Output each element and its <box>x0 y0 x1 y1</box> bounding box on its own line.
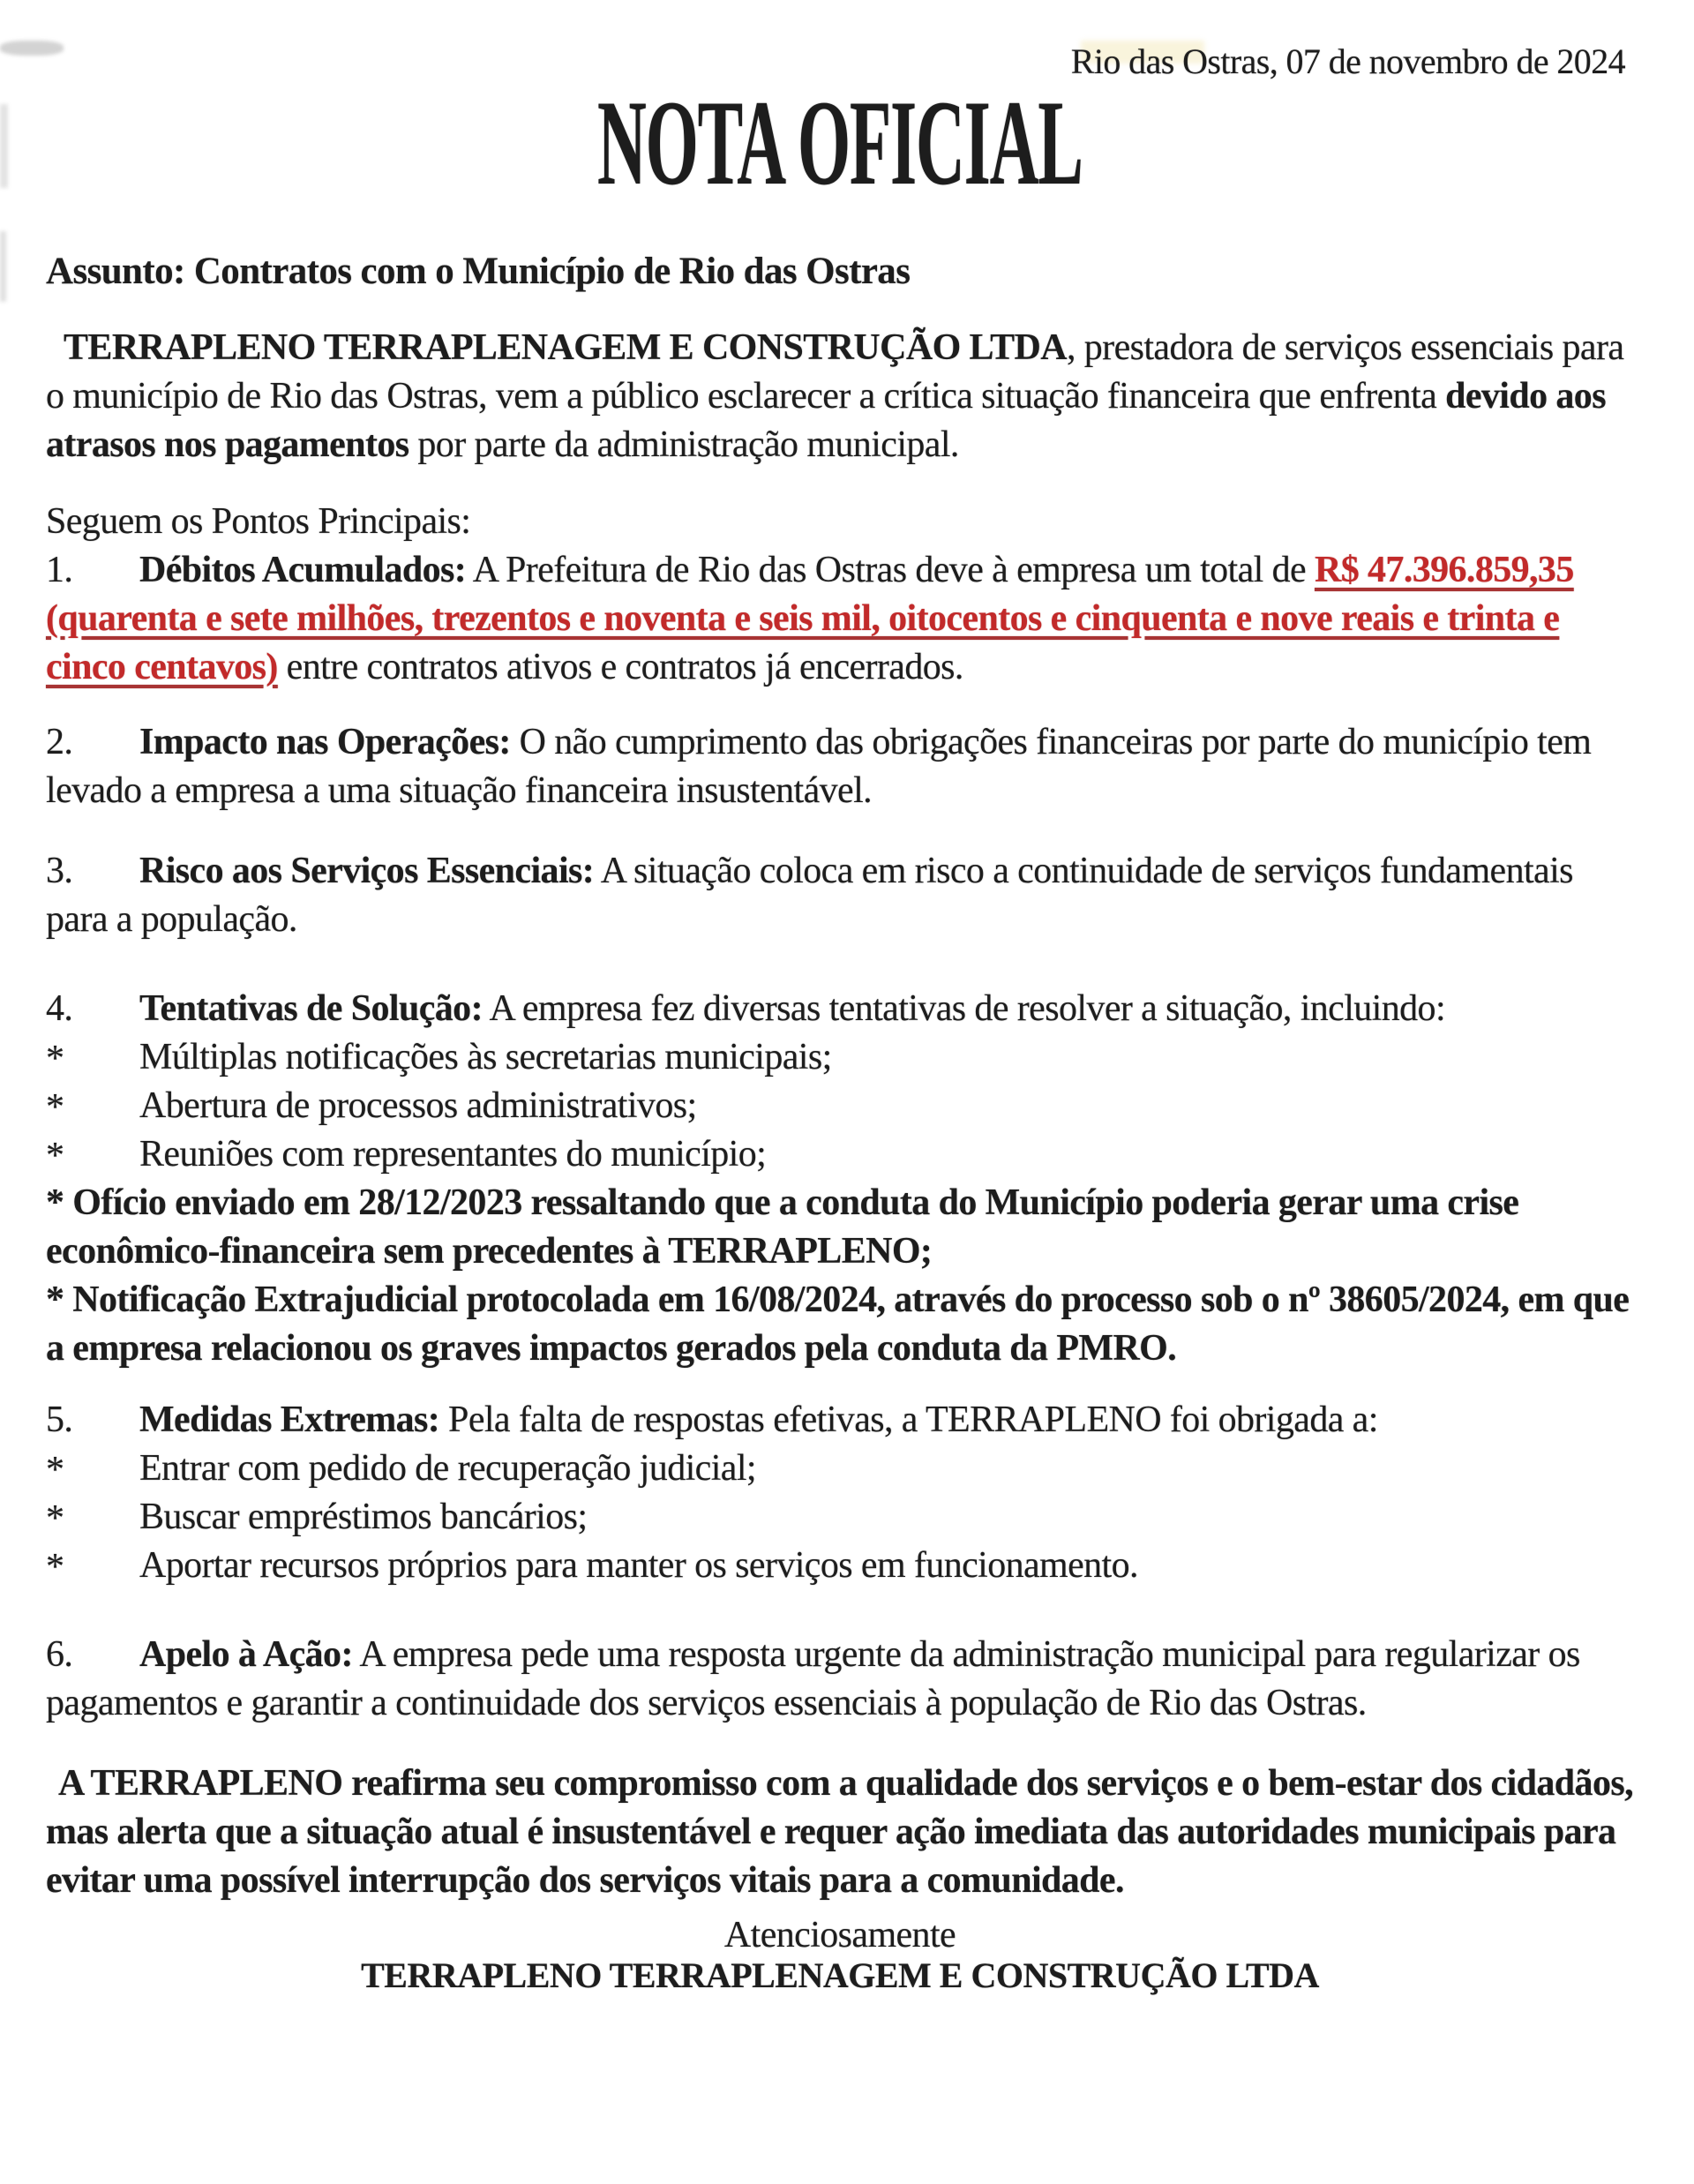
signature-company-name: TERRAPLENO TERRAPLENAGEM E CONSTRUÇÃO LTDA <box>361 1955 1319 1995</box>
bullet-text: Aportar recursos próprios para manter os serviços em funcionamento. <box>139 1545 1138 1586</box>
bullet-text: Buscar empréstimos bancários; <box>139 1497 588 1537</box>
item-text: A Prefeitura de Rio das Ostras deve à empresa um total de <box>466 550 1315 590</box>
closing-paragraph: A TERRAPLENO reafirma seu compromisso com a qualidade dos serviços e o bem-estar dos cidadãos, mas alerta que a situação atual é insustentável e requer ação imediata das autoridades municipais para evitar uma possível interrupção dos serviços vitais para a comunidade. <box>46 1763 1633 1901</box>
intro-tail: por parte da administração municipal. <box>409 424 959 465</box>
title-wrap <box>46 75 1634 238</box>
bullet-marker: * <box>46 1087 64 1128</box>
item-heading: Apelo à Ação: <box>139 1634 353 1675</box>
item-text: A situação coloca em risco a continuidade de serviços fundamentais para a população. <box>46 851 1573 940</box>
bullet-text: Múltiplas notificações às secretarias municipais; <box>139 1037 832 1077</box>
numbered-item-4 <box>46 985 1634 1033</box>
bullet-item <box>46 1493 1634 1542</box>
item-text: Pela falta de respostas efetivas, a TERRAPLENO foi obrigada a: <box>439 1400 1378 1440</box>
numbered-item-1 <box>46 546 1634 692</box>
company-name: TERRAPLENO TERRAPLENAGEM E CONSTRUÇÃO LTDA <box>64 327 1067 368</box>
item-heading: Débitos Acumulados: <box>139 550 467 590</box>
clipped-signature-line <box>46 1955 1634 1995</box>
item-heading: Risco aos Serviços Essenciais: <box>139 851 595 891</box>
bullet-item <box>46 1082 1634 1130</box>
bullet-text: Reuniões com representantes do município; <box>139 1134 767 1175</box>
page-title: NOTA OFICIAL <box>597 75 1083 210</box>
bullet-marker: * <box>46 1547 64 1587</box>
numbered-item-2 <box>46 718 1634 815</box>
bullet-item <box>46 1542 1634 1590</box>
date-line: Rio das Ostras, 07 de novembro de 2024 <box>1070 41 1625 81</box>
item-heading: Tentativas de Solução: <box>139 988 483 1029</box>
item-number: 4. <box>46 988 73 1029</box>
subject-line: Assunto: Contratos com o Município de Rio das Ostras <box>46 251 911 292</box>
bullet-text: Entrar com pedido de recuperação judicial; <box>139 1448 756 1489</box>
item-heading: Medidas Extremas: <box>139 1400 440 1440</box>
scan-artifact-streak <box>0 104 8 188</box>
bullet-text: Abertura de processos administrativos; <box>139 1085 697 1126</box>
debt-amount-highlight: R$ 47.396.859,35 (quarenta e sete milhões, trezentos e noventa e seis mil, oitocentos e cinquenta e nove reais e trinta e cinco centavos) <box>46 550 1574 687</box>
bullet-marker: * <box>46 1136 64 1176</box>
bold-note-oficio: * Ofício enviado em 28/12/2023 ressaltando que a conduta do Município poderia gerar uma crise econômico-financeira sem precedentes à TERRAPLENO; <box>46 1182 1519 1272</box>
intro-text: , prestadora de serviços essenciais para o município de Rio das Ostras, vem a público esclarecer a crítica situação financeira que enfrenta <box>46 327 1624 417</box>
signoff-line: Atenciosamente <box>723 1915 956 1955</box>
points-intro-line: Seguem os Pontos Principais: <box>46 501 471 542</box>
bullet-item <box>46 1445 1634 1493</box>
bullet-item <box>46 1130 1634 1179</box>
bold-note-notificacao: * Notificação Extrajudicial protocolada em 16/08/2024, através do processo sob o nº 38605/2024, em que a empresa relacionou os graves impactos gerados pela conduta da PMRO. <box>46 1280 1630 1369</box>
item-heading: Impacto nas Operações: <box>139 722 511 762</box>
numbered-item-6 <box>46 1631 1634 1728</box>
item-text: O não cumprimento das obrigações financeiras por parte do município tem levado a empresa a uma situação financeira insustentável. <box>46 722 1592 811</box>
item-number: 3. <box>46 851 73 891</box>
bullet-marker: * <box>46 1450 64 1490</box>
item-text: A empresa fez diversas tentativas de resolver a situação, incluindo: <box>482 988 1446 1029</box>
item-number: 5. <box>46 1400 73 1440</box>
item-number: 1. <box>46 550 73 590</box>
intro-paragraph <box>46 324 1634 469</box>
bullet-marker: * <box>46 1498 64 1539</box>
item-number: 6. <box>46 1634 73 1675</box>
bullet-item <box>46 1033 1634 1082</box>
item-number: 2. <box>46 722 73 762</box>
item-text: entre contratos ativos e contratos já encerrados. <box>277 647 963 687</box>
item-text: A empresa pede uma resposta urgente da administração municipal para regularizar os pagamentos e garantir a continuidade dos serviços essenciais à população de Rio das Ostras. <box>46 1634 1580 1723</box>
intro-bold-phrase: devido aos atrasos nos pagamentos <box>46 376 1606 465</box>
numbered-item-5 <box>46 1396 1634 1445</box>
numbered-item-3 <box>46 847 1634 944</box>
bullet-marker: * <box>46 1039 64 1079</box>
scan-artifact-streak <box>0 231 6 302</box>
